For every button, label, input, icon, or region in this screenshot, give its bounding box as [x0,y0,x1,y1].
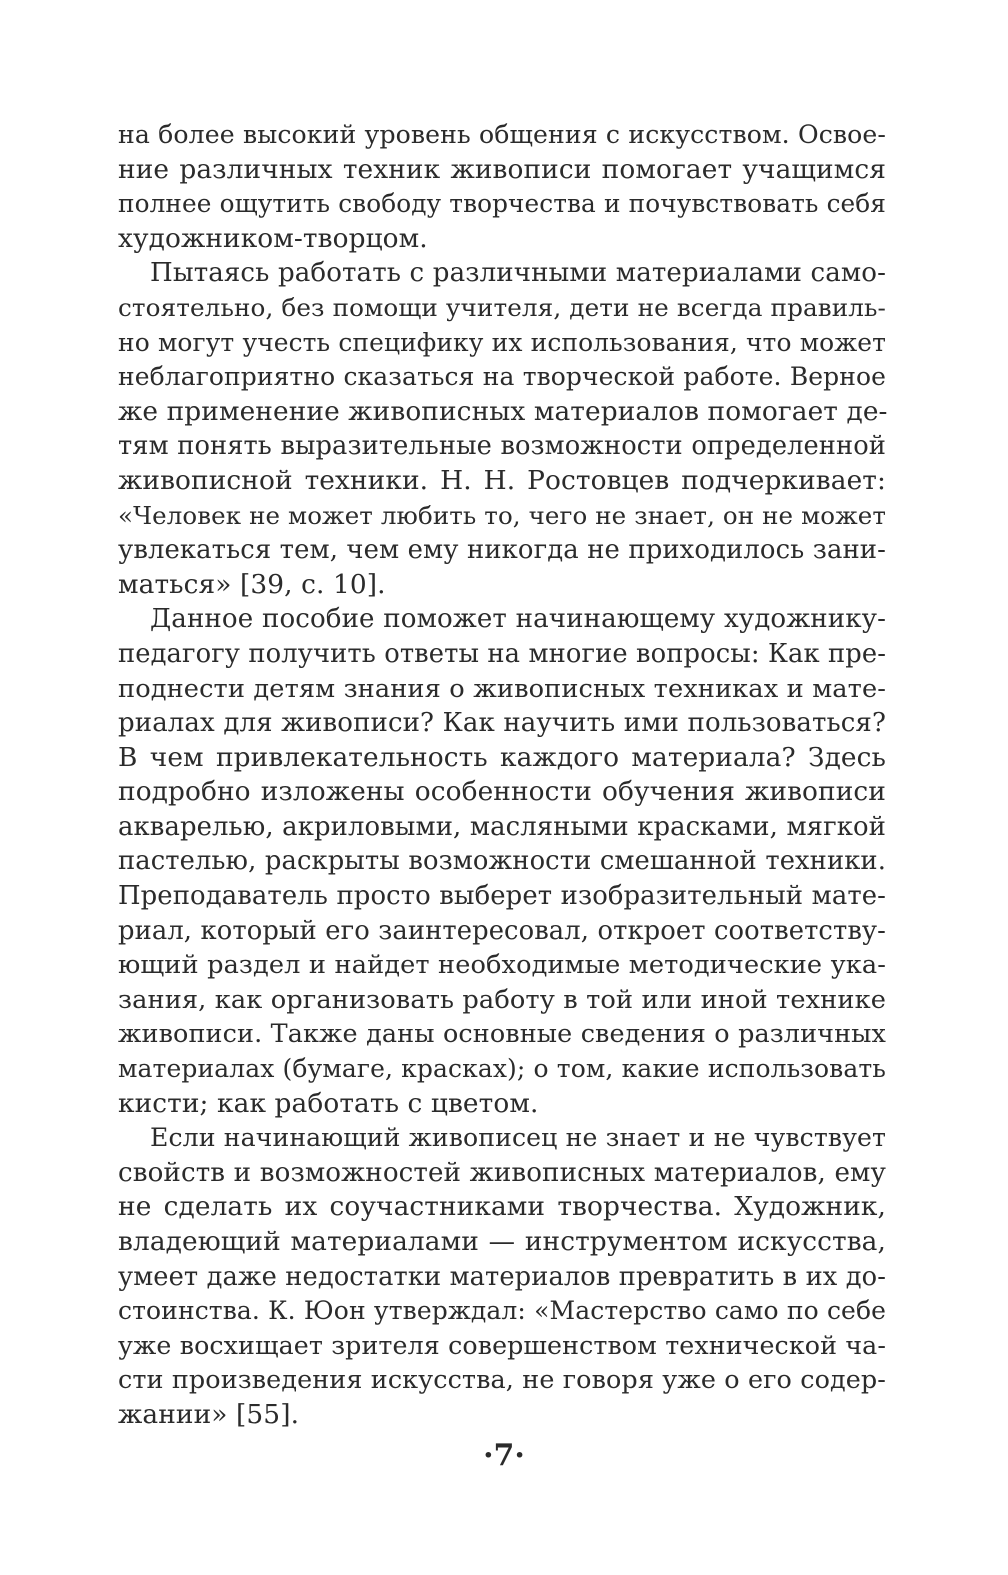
paragraph [118,1121,886,1432]
text-line: но могут учесть специфику их использования, что может [118,327,886,357]
text-line: на более высокий уровень общения с искусством. Освое- [118,120,886,149]
text-line: Пытаясь работать с различными материалами само- [150,258,886,289]
text-line: сти произведения искусства, не говоря уже о его содер- [118,1365,886,1396]
text-line: маться» [39, с. 10]. [118,568,386,600]
text-line: Преподаватель просто выберет изобразительный мате- [118,881,886,912]
text-line: умеет даже недостатки материалов превратить в их до- [118,1261,886,1292]
text-line: живописной техники. Н. Н. Ростовцев подчеркивает: [118,464,886,496]
text-line: зания, как организовать работу в той или иной технике [118,984,886,1015]
page-body [118,118,886,1433]
text-line: же применение живописных материалов помогает де- [118,395,888,427]
text-line: пастелью, раскрыты возможности смешанной техники. [118,846,886,877]
text-line: Если начинающий живописец не знает и не чувствует [150,1123,886,1153]
page-number: ·7· [483,1438,525,1473]
text-line: Данное пособие поможет начинающему художнику- [150,604,886,635]
text-line: художником-творцом. [118,222,428,254]
paragraph [118,118,886,256]
text-line: увлекаться тем, чем ему никогда не приходилось зани- [118,535,886,566]
text-line: В чем привлекательность каждого материала? Здесь [118,741,886,773]
text-line: акварелью, акриловыми, масляными красками, мягкой [118,811,886,842]
text-line: риал, который его заинтересовал, откроет соответству- [118,915,886,946]
text-line: подробно изложены особенности обучения живописи [118,776,886,808]
paragraph [118,602,886,1121]
text-line: ние различных техник живописи помогает учащимся [118,153,886,185]
text-line: ющий раздел и найдет необходимые методические ука- [118,950,886,981]
text-line: уже восхищает зрителя совершенством технической ча- [118,1330,886,1360]
text-line: полнее ощутить свободу творчества и почувствовать себя [118,189,886,219]
text-line: стоятельно, без помощи учителя, дети не всегда правиль- [118,292,886,322]
text-line: тям понять выразительные возможности определенной [118,431,886,462]
text-line: риалах для живописи? Как научить ими пользоваться? [118,708,886,739]
paragraph [118,256,886,602]
text-line: не сделать их соучастниками творчества. Художник, [118,1191,886,1223]
text-line: живописи. Также даны основные сведения о различных [118,1019,886,1050]
text-line: кисти; как работать с цветом. [118,1087,539,1119]
text-line: неблагоприятно сказаться на творческой работе. Верное [118,362,886,392]
text-line: «Человек не может любить то, чего не знает, он не может [118,500,886,530]
text-line: свойств и возможностей живописных материалов, ему [118,1157,886,1188]
text-line: стоинства. К. Юон утверждал: «Мастерство само по себе [118,1296,886,1326]
text-line: владеющий материалами — инструментом искусства, [118,1226,886,1257]
text-line: материалах (бумаге, красках); о том, какие использовать [118,1054,886,1084]
text-line: жании» [55]. [118,1398,300,1430]
text-line: поднести детям знания о живописных техниках и мате- [118,673,886,704]
text-line: педагогу получить ответы на многие вопросы: Как пре- [118,638,886,669]
